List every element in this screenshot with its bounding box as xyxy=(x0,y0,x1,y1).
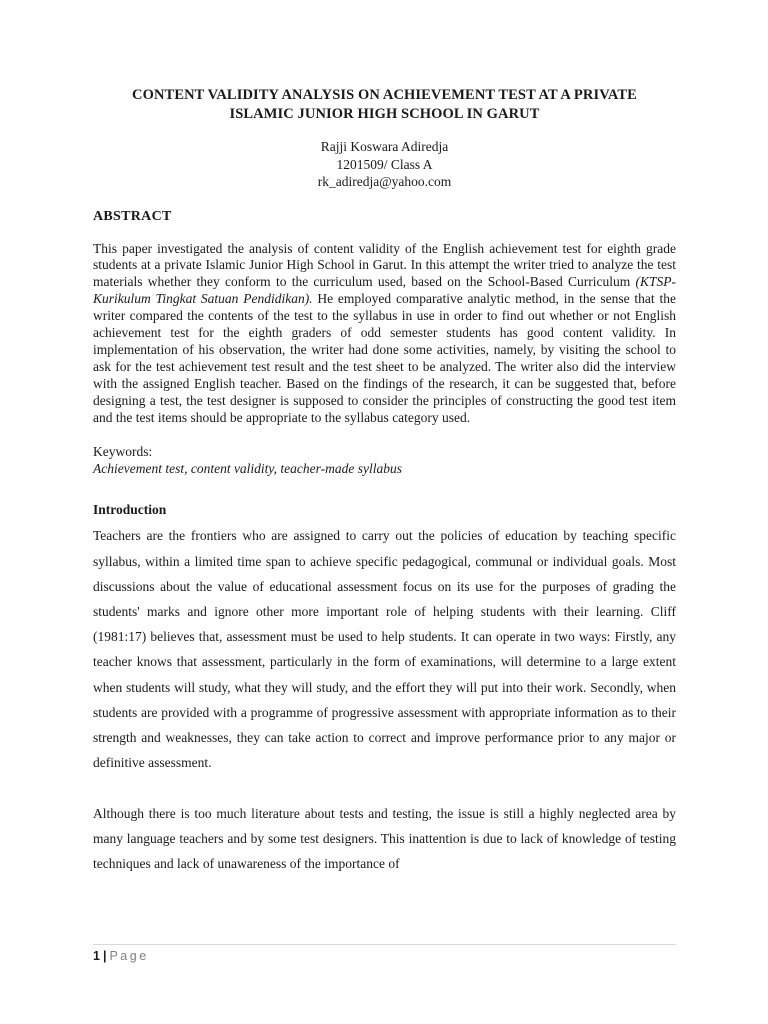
title-line-2: ISLAMIC JUNIOR HIGH SCHOOL IN GARUT xyxy=(229,106,540,122)
abstract-text xyxy=(93,241,676,427)
author-block xyxy=(93,138,676,191)
paper-title xyxy=(93,86,676,124)
title-line-1: CONTENT VALIDITY ANALYSIS ON ACHIEVEMENT TEST AT A PRIVATE xyxy=(132,87,637,103)
keywords-label: Keywords: xyxy=(93,444,153,460)
page-number: 1 xyxy=(93,949,100,963)
introduction-paragraph-1: Teachers are the frontiers who are assigned to carry out the policies of education by teaching specific syllabus, within a limited time span to achieve specific pedagogical, communal or individual goals. Most discussions about the value of educational assessment focus on its use for the purposes of grading the students' marks and ignore other more important role of helping students with their learning. Cliff (1981:17) believes that, assessment must be used to help students. It can operate in two ways: Firstly, any teacher knows that assessment, particularly in the form of examinations, will determine to a large extent when students will study, what they will study, and the effort they will put into their work. Secondly, when students are provided with a programme of progressive assessment with appropriate information as to their strength and weaknesses, they can take action to correct and improve performance prior to any major or definitive assessment. xyxy=(93,528,676,771)
abstract-text-italic: (KTSP-Kurikulum Tingkat Satuan Pendidikan). xyxy=(93,274,676,307)
author-name: Rajji Koswara Adiredja xyxy=(320,139,449,154)
author-email: rk_adiredja@yahoo.com xyxy=(317,174,452,189)
introduction-heading: Introduction xyxy=(93,502,167,518)
document-page xyxy=(93,86,676,876)
introduction-paragraph-2: Although there is too much literature about tests and testing, the issue is still a highly neglected area by many language teachers and by some test designers. This inattention is due to lack of knowledge of testing techniques and lack of unawareness of the importance of xyxy=(93,805,676,871)
page-footer xyxy=(93,944,676,963)
abstract-text-part-1: This paper investigated the analysis of content validity of the English achievement test for eighth grade students at a private Islamic Junior High School in Garut. In this attempt the writer tried to analyze the test materials whether they conform to the curriculum used, based on the School-Based Curriculum xyxy=(93,240,676,290)
abstract-text-part-2: He employed comparative analytic method, in the sense that the writer compared the contents of the test to the syllabus in use in order to find out whether or not English achievement test for the eighth graders of odd semester students has good content validity. In implementation of his observation, the writer had done some activities, namely, by visiting the school to ask for the test achievement test result and the test sheet to be analyzed. The writer also did the interview with the assigned English teacher. Based on the findings of the research, it can be suggested that, before designing a test, the test designer is supposed to consider the principles of constructing the good test item and the test items should be appropriate to the syllabus category used. xyxy=(93,291,676,425)
page-label: Page xyxy=(109,949,149,963)
abstract-heading: ABSTRACT xyxy=(93,208,172,224)
student-id: 1201509/ Class A xyxy=(336,156,433,172)
keywords-text: Achievement test, content validity, teacher-made syllabus xyxy=(93,461,403,477)
footer-separator: | xyxy=(102,949,107,963)
